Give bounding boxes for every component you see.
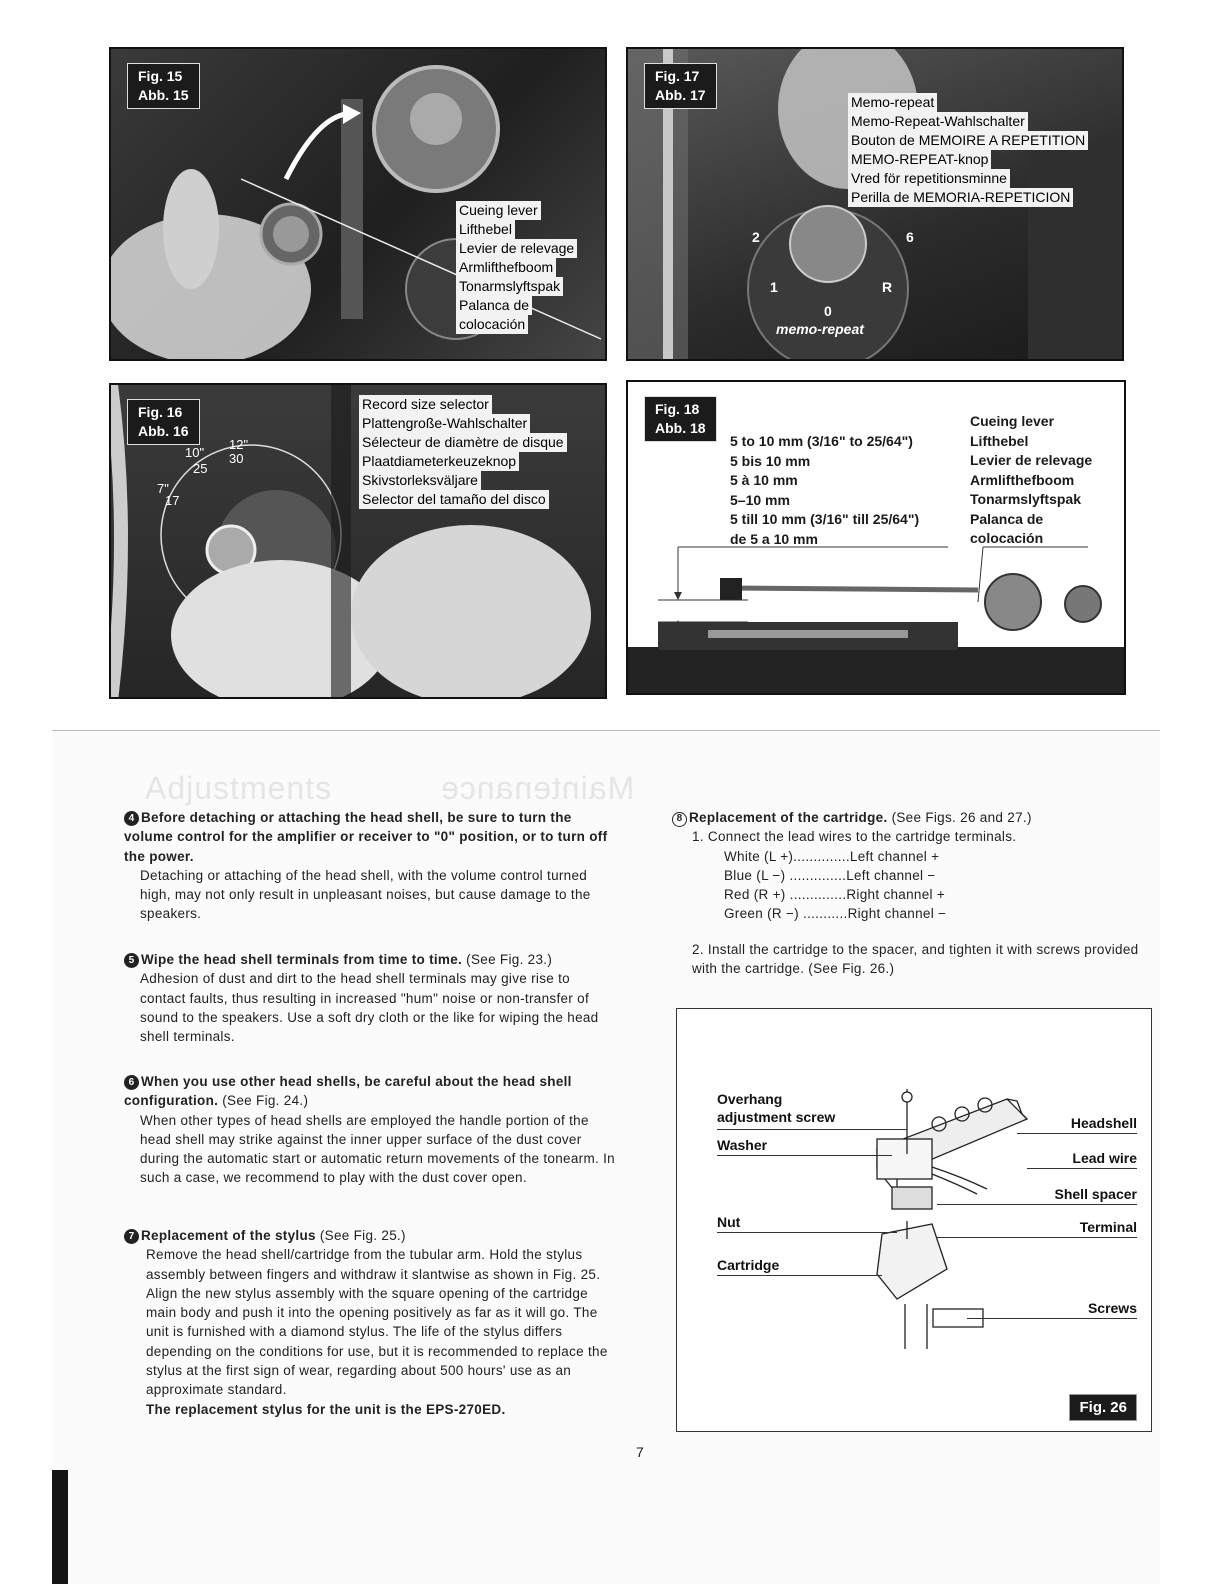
- height-es: de 5 a 10 mm: [730, 530, 818, 547]
- label-nut: Nut: [717, 1214, 741, 1230]
- section-4-heading: Before detaching or attaching the head shell, be sure to turn the volume control for the amplifier or receiver to "0" position, or to turn off the power.: [124, 810, 608, 864]
- section-6-ref: (See Fig. 24.): [222, 1093, 309, 1109]
- label-adjustment-screw: adjustment screw: [717, 1109, 836, 1125]
- label-cartridge: Cartridge: [717, 1257, 780, 1273]
- fig-15-labels: [456, 201, 577, 334]
- leader-cartridge: [717, 1275, 882, 1276]
- label-lead-wire: Lead wire: [1072, 1150, 1137, 1166]
- fig-17-labels: [848, 93, 1088, 207]
- step-2: 2. Install the cartridge to the spacer, and tighten it with screws provided with the cartridge. (See Fig. 26.): [692, 941, 1139, 977]
- dial-mark-25: 25: [193, 461, 208, 476]
- section-7-number: 7: [124, 1229, 139, 1244]
- label-washer: Washer: [717, 1137, 768, 1153]
- label-vred: Vred för repetitionsminne: [848, 169, 1010, 188]
- section-6: [124, 1072, 618, 1188]
- label-memo-repeat-knop: MEMO-REPEAT-knop: [848, 150, 991, 169]
- section-7-body: Remove the head shell/cartridge from the tubular arm. Hold the stylus assembly between fingers and withdraw it slantwise as shown in Fig. 25. Align the new stylus assembly with the square opening of the cartridge main body and push it into the opening positively as far as it will go. The unit is furnished with a diamond stylus. The life of the stylus differs depending on the conditions for use, but it is recommended to replace the stylus at the first sign of wear, regarding about 500 hours' use as an approximate standard.: [146, 1247, 608, 1398]
- wire-row-green: Green (R −) ...........Right channel −: [724, 906, 947, 922]
- lever-es-2: colocación: [970, 530, 1044, 546]
- label-headshell: Headshell: [1070, 1115, 1137, 1131]
- dial-number-2: 2: [752, 229, 760, 245]
- label-plaatdiameter: Plaatdiameterkeuzeknop: [359, 452, 519, 471]
- lever-sv: Tonarmslyftspak: [970, 491, 1081, 507]
- wire-row-white: White (L +)..............Left channel +: [724, 848, 940, 864]
- fig-18-lever-labels: [970, 412, 1092, 549]
- section-5-number: 5: [124, 953, 139, 968]
- section-5-body: Adhesion of dust and dirt to the head shell terminals may give rise to contact faults, thus resulting in increased "hum" noise or non-transfer of sound to the speakers. Use a soft dry cloth or the like for wiping the head shell terminals.: [140, 971, 599, 1045]
- dial-name: memo-repeat: [776, 321, 864, 337]
- section-7: [124, 1226, 618, 1419]
- leader-screws: [967, 1318, 1137, 1319]
- height-fr: 5 à 10 mm: [730, 472, 798, 488]
- fig-15-tag: Fig. 15 Abb. 15: [127, 63, 200, 109]
- height-en: 5 to 10 mm (3/16" to 25/64"): [730, 433, 913, 449]
- section-5-ref: (See Fig. 23.): [466, 952, 553, 967]
- leader-overhang: [717, 1129, 907, 1130]
- dial-mark-30: 30: [229, 451, 244, 466]
- lever-fr: Levier de relevage: [970, 452, 1093, 468]
- section-7-heading: Replacement of the stylus: [141, 1228, 316, 1243]
- section-5-heading: Wipe the head shell terminals from time to time.: [141, 952, 463, 967]
- height-de: 5 bis 10 mm: [730, 452, 811, 469]
- dial-mark-7: 7": [157, 481, 169, 496]
- label-levier: Levier de relevage: [456, 239, 577, 258]
- lever-es-1: Palanca de: [970, 510, 1044, 527]
- label-selector-tamano: Selector del tamaño del disco: [359, 490, 549, 509]
- fig-16-tag: Fig. 16 Abb. 16: [127, 399, 200, 445]
- figure-18-diagram: [626, 380, 1126, 695]
- wire-row-red: Red (R +) ..............Right channel +: [724, 887, 946, 903]
- section-6-number: 6: [124, 1075, 139, 1090]
- label-memo-repeat-wahlschalter: Memo-Repeat-Wahlschalter: [848, 112, 1028, 131]
- dial-mark-10: 10": [185, 445, 205, 460]
- label-cueing-lever: Cueing lever: [456, 201, 541, 220]
- ghost-heading-adjustments: Adjustments: [145, 770, 333, 806]
- section-8-ref: (See Figs. 26 and 27.): [891, 810, 1032, 825]
- ghost-heading-maintenance: Maintenance: [440, 770, 635, 806]
- dial-number-r: R: [882, 279, 893, 295]
- leader-nut: [717, 1232, 897, 1233]
- section-8-number: 8: [672, 812, 687, 827]
- leader-headshell: [1017, 1133, 1137, 1134]
- fig-17-tag: Fig. 17 Abb. 17: [644, 63, 717, 109]
- label-record-size-selector: Record size selector: [359, 395, 492, 414]
- lever-nl: Armlifthefboom: [970, 471, 1075, 488]
- leader-shell-spacer: [937, 1204, 1137, 1205]
- dial-number-0: 0: [824, 303, 832, 319]
- section-8: [672, 808, 1152, 978]
- section-7-note: The replacement stylus for the unit is the EPS-270ED.: [146, 1401, 506, 1417]
- leader-lead-wire: [1027, 1168, 1137, 1169]
- step-1: 1. Connect the lead wires to the cartridge terminals.: [692, 829, 1017, 845]
- page-binding-edge: [52, 1470, 68, 1584]
- label-lifthebel: Lifthebel: [456, 220, 515, 239]
- label-screws: Screws: [1087, 1300, 1137, 1316]
- wire-row-blue: Blue (L −) ..............Left channel −: [724, 867, 936, 883]
- fig-16-labels: [359, 395, 567, 509]
- lever-de: Lifthebel: [970, 432, 1029, 449]
- label-overhang: Overhang: [717, 1091, 783, 1107]
- figure-17-photo: [626, 47, 1124, 361]
- height-sv: 5 till 10 mm (3/16" till 25/64"): [730, 511, 920, 527]
- section-5: [124, 950, 618, 1046]
- label-colocacion: colocación: [456, 315, 528, 334]
- page-number: 7: [636, 1444, 644, 1460]
- leader-terminal: [937, 1237, 1137, 1238]
- section-6-heading: When you use other head shells, be careful about the head shell configuration.: [124, 1074, 572, 1109]
- section-4-number: 4: [124, 811, 139, 826]
- section-4-body: Detaching or attaching of the head shell, with the volume control turned high, may not only result in unpleasant noises, but cause damage to the speakers.: [140, 867, 591, 922]
- dial-number-6: 6: [906, 229, 914, 245]
- section-8-heading: Replacement of the cartridge.: [689, 810, 888, 825]
- lever-en: Cueing lever: [970, 413, 1055, 429]
- label-shell-spacer: Shell spacer: [1054, 1186, 1137, 1202]
- label-terminal: Terminal: [1079, 1219, 1137, 1235]
- label-armlifthefboom: Armlifthefboom: [456, 258, 556, 277]
- label-selecteur: Sélecteur de diamètre de disque: [359, 433, 567, 452]
- label-perilla: Perilla de MEMORIA-REPETICION: [848, 188, 1073, 207]
- figure-15-photo: [109, 47, 607, 361]
- label-memo-repeat: Memo-repeat: [848, 93, 937, 112]
- label-palanca: Palanca de: [456, 296, 532, 315]
- section-7-ref: (See Fig. 25.): [319, 1228, 406, 1243]
- figure-26-exploded-diagram: [676, 1008, 1152, 1432]
- section-4: [124, 808, 618, 924]
- dial-mark-12: 12": [229, 437, 249, 452]
- fig-18-tag: Fig. 18 Abb. 18: [644, 396, 717, 442]
- leader-washer: [717, 1155, 892, 1156]
- fig-26-tag: Fig. 26: [1069, 1394, 1137, 1421]
- label-skivstorleks: Skivstorleksväljare: [359, 471, 481, 490]
- figure-16-photo: [109, 383, 607, 699]
- dial-number-1: 1: [770, 279, 778, 295]
- label-tonarmslyftspak: Tonarmslyftspak: [456, 277, 563, 296]
- dial-mark-17: 17: [165, 493, 180, 508]
- label-bouton-memoire: Bouton de MEMOIRE A REPETITION: [848, 131, 1088, 150]
- height-nl: 5–10 mm: [730, 491, 790, 508]
- label-plattengrosse: Plattengroße-Wahlschalter: [359, 414, 530, 433]
- section-6-body: When other types of head shells are employed the handle portion of the head shell may strike against the inner upper surface of the dust cover during the automatic start or automatic return movements of the tonearm. In such a case, we recommend to play with the dust cover open.: [140, 1112, 615, 1186]
- height-spec-list: [730, 432, 919, 549]
